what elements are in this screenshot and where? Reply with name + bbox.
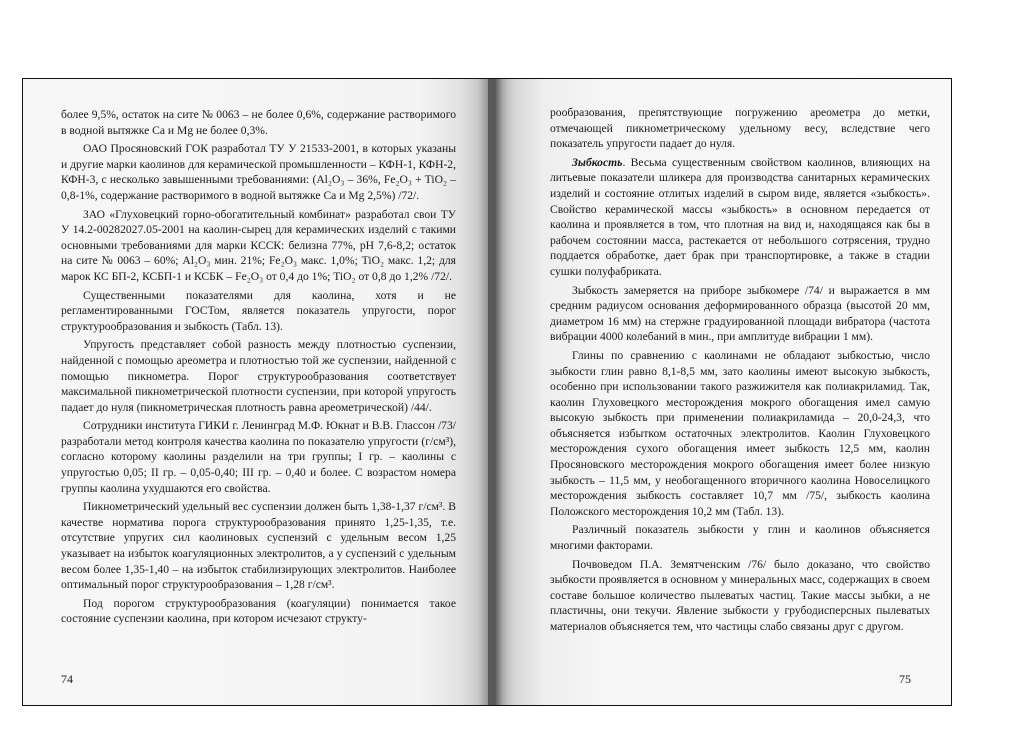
paragraph: Существенными показателями для каолина, хотя и не регламентированными ГОСТом, является показатель упругости, порог структурообразования и зыбкость (Табл. 13). <box>61 288 456 333</box>
right-page-text <box>550 105 930 638</box>
page-number-right: 75 <box>899 672 911 686</box>
paragraph: Пикнометрический удельный вес суспензии должен быть 1,38-1,37 г/см³. В качестве норматива порога структурообразования принято 1,25-1,35, т.е. отсутствие упругих сил каолиновых суспензий с удельным весом 1,25 указывает на избыток коагуляционных электролитов, а у суспензий с удельным весом более 1,35-1,40 – на избыток стабилизирующих электролитов. Наиболее оптимальный порог структурообразования – 1,28 г/см³. <box>61 500 456 592</box>
book-spread <box>22 78 952 706</box>
paragraph: Глины по сравнению с каолинами не обладают зыбкостью, число зыбкости глин равно 8,1-8,5 мм, зато каолины имеют высокую зыбкость, особенно при использовании такого разжижителя как полиакриламид. Так, каолин Глуховецкого месторождения мокрого обогащения имел самую высокую зыбкость при применении полиакриламида – 20,0-24,3, что объясняется избытком остаточных электролитов. Каолин Глуховецкого месторождения сухого обогащения имеет зыбкость 12,5 мм, каолин Просяновского месторождения мокрого обогащения имеет более низкую зыбкость – 11,5 мм, у необогащенного вторичного каолина Новоселицкого месторождения зыбкость составляет 10,7 мм /75/, зыбкость каолина Положского месторождения 10,2 мм (Табл. 13). <box>550 348 930 518</box>
paragraph: более 9,5%, остаток на сите № 0063 – не более 0,6%, содержание растворимого в водной вытяжке Са и Mg не более 0,3%. <box>61 108 456 137</box>
paragraph: ОАО Просяновский ГОК разработал ТУ У 21533-2001, в которых указаны и другие марки каолинов для керамической промышленности – КФН-1, КФН-2, КФН-3, с несколько завышенными требованиями: (Al₂O₃ – 36%, Fe₂O₃ + TiO₂ – 0,8-1%, содержание растворимого в водной вытяжке Са и Mg 2,5%) /72/. <box>61 142 456 202</box>
paragraph: ЗАО «Глуховецкий горно-обогатительный комбинат» разработал свои ТУ У 14.2-00282027.05-2001 на каолин-сырец для керамических изделий с такими основными требованиями для марки КССК: белизна 77%, pH 7,6-8,2; остаток на сите № 0063 – 60%; Al₂O₃ мин. 21%; Fe₂O₃ макс. 1,0%; TiO₂ макс. 1,2; для марок КС БП-2, КСБП-1 и КСБК – Fe₂O₃ от 0,4 до 1%; TiO₂ от 0,8 до 1,2% /72/. <box>61 207 456 283</box>
left-page-text <box>61 107 456 630</box>
paragraph: Упругость представляет собой разность между плотностью суспензии, найденной с помощью ареометра и плотностью той же суспензии, найденной с помощью пикнометра. Порог структурообразования соответствует максимальной пикнометрической плотности суспензии, при которой упругость падает до нуля (пикнометрическая плотность равна ареометрической) /44/. <box>61 338 456 414</box>
paragraph-zybkost <box>550 155 930 280</box>
right-page <box>488 79 952 705</box>
paragraph: Зыбкость замеряется на приборе зыбкомере /74/ и выражается в мм средним радиусом основания деформированного образца (высотой 20 мм, диаметром 16 мм) на стержне градуированной площади вибратора (частота вибрации 4000 колебаний в мин., при амплитуде вибрации 1 мм). <box>550 283 930 344</box>
paragraph: Под порогом структурообразования (коагуляции) понимается такое состояние суспензии каолина, при котором исчезают структу- <box>61 596 456 626</box>
term-zybkost: Зыбкость <box>572 155 623 169</box>
paragraph: Сотрудники института ГИКИ г. Ленинград М.Ф. Юкнат и В.В. Глассон /73/ разработали метод контроля качества каолина по показателю упругости (г/см³), согласно которому каолины разделили на три группы; I гр. – каолины с упругостью 0,05; II гр. – 0,05-0,40; III гр. – 0,40 и более. С возрастом номера группы каолина ухудшаются его свойства. <box>61 419 456 495</box>
page-number-left: 74 <box>61 672 73 686</box>
paragraph: рообразования, препятствующие погружению ареометра до метки, отмечающей пикнометрическому удельному весу, вследствие чего показатель упругости падает до нуля. <box>550 106 930 151</box>
paragraph-zybkost-text: . Весьма существенным свойством каолинов, влияющих на литьевые показатели шликера для производства санитарных керамических изделий и состояние отлитых изделий в сыром виде, является «зыбкость». Свойство керамической массы «зыбкость» в основном передается от каолина и проявляется в том, что плотная на вид и, находящаяся как бы в рабочем состоянии масса, растекается от небольшого сотрясения, трудно поддается обработке, дает брак при транспортировке, а также в стадии сушки полуфабриката. <box>550 155 930 278</box>
paragraph: Различный показатель зыбкости у глин и каолинов объясняется многими факторами. <box>550 523 930 553</box>
left-page <box>23 79 488 705</box>
paragraph: Почвоведом П.А. Земятченским /76/ было доказано, что свойство зыбкости проявляется в основном у минеральных масс, содержащих в своем составе большое количество пылеватых частиц. Такие массы зыбки, а не пластичны, они текучи. Явление зыбкости у грубодисперсных пылеватых материалов объясняется тем, что частицы слабо связаны друг с другом. <box>550 557 930 633</box>
